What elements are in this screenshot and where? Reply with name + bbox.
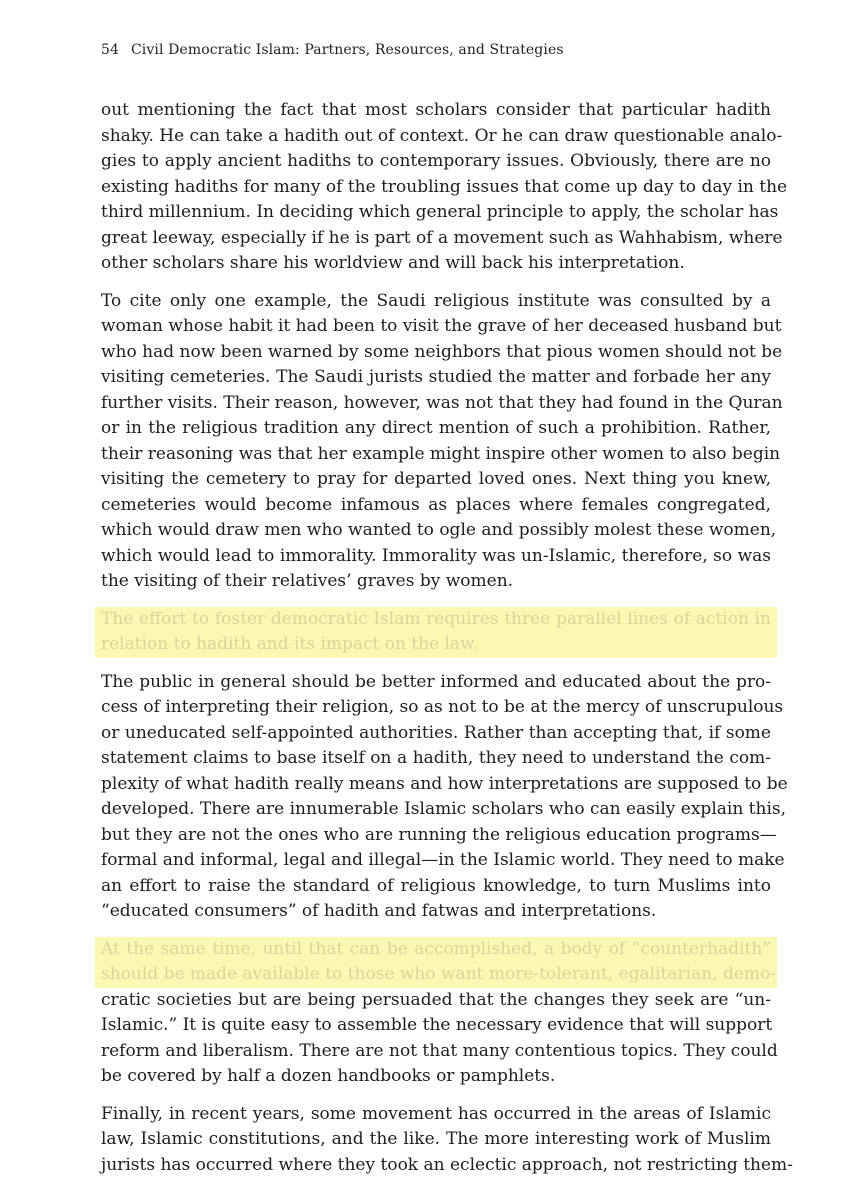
text-line: the visiting of their relatives’ graves by women. — [101, 571, 514, 591]
text-line: which would lead to immorality. Immorality was un-Islamic, therefore, so was — [101, 545, 771, 566]
text-line: third millennium. In deciding which general principle to apply, the scholar has — [101, 202, 779, 222]
text-line: cratic societies but are being persuaded that the changes they seek are “un- — [101, 989, 771, 1010]
page-number: 54 — [101, 42, 120, 58]
paragraph — [101, 1102, 793, 1179]
highlighted-text-line: At the same time, until that can be accomplished, a body of “counterhadith” — [95, 937, 777, 963]
text-line: formal and informal, legal and illegal—in the Islamic world. They need to make — [101, 850, 785, 870]
text-line: great leeway, especially if he is part of a movement such as Wahhabism, where — [101, 227, 783, 248]
text-line: cemeteries would become infamous as places where females congregated, — [101, 494, 771, 515]
text-line: or in the religious tradition any direct mention of such a prohibition. Rather, — [101, 418, 771, 438]
text-line: be covered by half a dozen handbooks or pamphlets. — [101, 1066, 556, 1086]
text-line: Islamic.” It is quite easy to assemble the necessary evidence that will support — [101, 1015, 773, 1035]
text-line: Finally, in recent years, some movement has occurred in the areas of Islamic — [101, 1103, 771, 1124]
text-line: plexity of what hadith really means and how interpretations are supposed to be — [101, 773, 788, 794]
paragraph — [101, 937, 778, 1090]
text-line: who had now been warned by some neighbors that pious women should not be — [101, 341, 783, 362]
text-line: “educated consumers” of hadith and fatwas and interpretations. — [101, 901, 657, 921]
text-line: shaky. He can take a hadith out of context. Or he can draw questionable analo- — [101, 125, 783, 146]
running-title: Civil Democratic Islam: Partners, Resources, and Strategies — [131, 42, 564, 58]
highlighted-text-line: The effort to foster democratic Islam requires three parallel lines of action in — [95, 607, 777, 633]
text-line: cess of interpreting their religion, so as not to be at the mercy of unscrupulous — [101, 697, 784, 717]
text-line: visiting cemeteries. The Saudi jurists studied the matter and forbade her any — [101, 367, 771, 387]
paragraph — [101, 98, 788, 277]
text-line: law, Islamic constitutions, and the like. The more interesting work of Muslim — [101, 1129, 771, 1149]
text-line: other scholars share his worldview and will back his interpretation. — [101, 253, 685, 273]
text-line: which would draw men who wanted to ogle and possibly molest these women, — [101, 520, 777, 540]
text-line: reform and liberalism. There are not that many contentious topics. They could — [101, 1040, 778, 1061]
text-line: visiting the cemetery to pray for departed loved ones. Next thing you knew, — [101, 469, 771, 489]
text-line: further visits. Their reason, however, was not that they had found in the Quran — [101, 392, 783, 413]
text-line: their reasoning was that her example might inspire other women to also begin — [101, 443, 781, 464]
text-line: gies to apply ancient hadiths to contemporary issues. Obviously, there are no — [101, 151, 771, 171]
text-line: The public in general should be better informed and educated about the pro- — [101, 671, 771, 692]
running-header — [101, 42, 564, 58]
highlighted-text-line: relation to hadith and its impact on the law. — [95, 632, 777, 658]
paragraph — [101, 289, 783, 595]
text-line: or uneducated self-appointed authorities. Rather than accepting that, if some — [101, 722, 771, 743]
text-line: jurists has occurred where they took an eclectic approach, not restricting them- — [101, 1154, 793, 1175]
text-line: but they are not the ones who are running the religious education programs— — [101, 824, 777, 845]
paragraph — [101, 670, 788, 925]
text-line: woman whose habit it had been to visit the grave of her deceased husband but — [101, 316, 782, 336]
highlighted-text-line: should be made available to those who want more-tolerant, egalitarian, demo- — [95, 962, 777, 988]
text-line: out mentioning the fact that most scholars consider that particular hadith — [101, 100, 771, 120]
text-line: statement claims to base itself on a hadith, they need to understand the com- — [101, 748, 771, 768]
text-line: developed. There are innumerable Islamic scholars who can easily explain this, — [101, 799, 787, 819]
body-text — [101, 98, 793, 1190]
highlighted-paragraph — [101, 607, 771, 658]
text-line: an effort to raise the standard of religious knowledge, to turn Muslims into — [101, 875, 771, 896]
text-line: To cite only one example, the Saudi religious institute was consulted by a — [101, 290, 771, 311]
text-line: existing hadiths for many of the troubling issues that come up day to day in the — [101, 176, 788, 197]
